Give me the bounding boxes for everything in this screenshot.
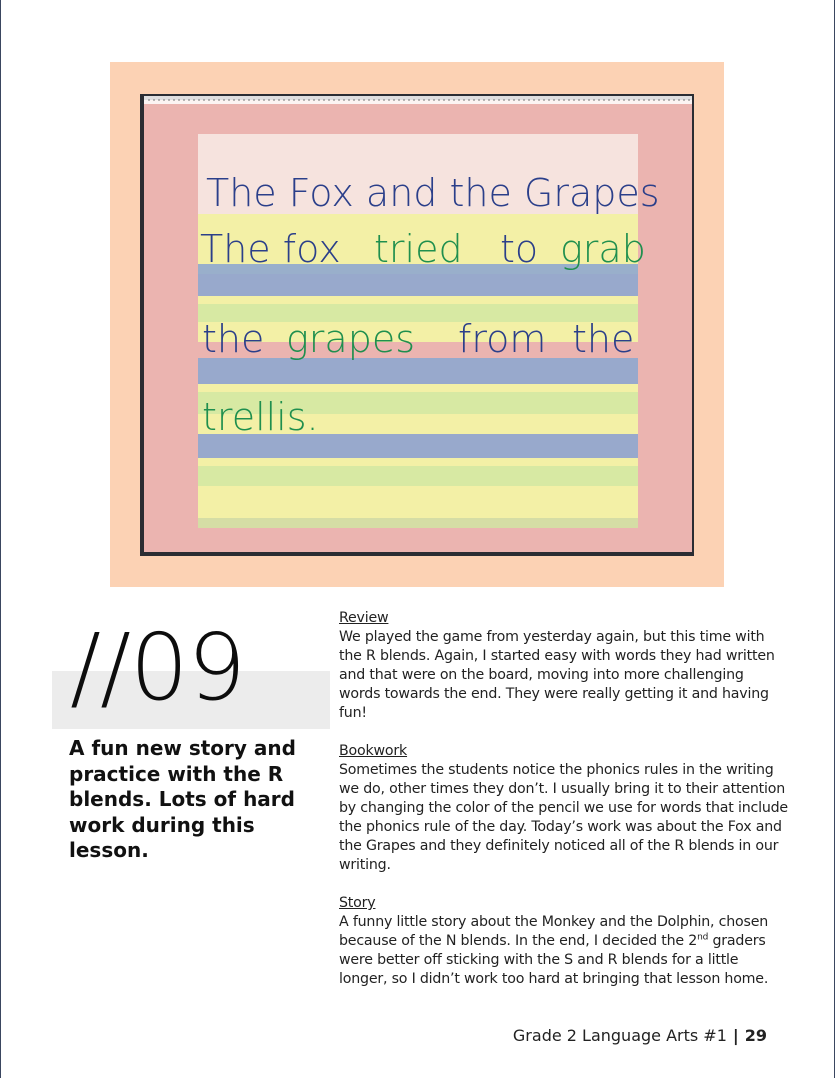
photo-line-2d: grab: [560, 227, 646, 271]
bookwork-section: [339, 742, 789, 875]
footer-separator: |: [732, 1026, 739, 1045]
bookwork-heading: Bookwork: [339, 743, 408, 759]
photo-line-title: The Fox and the Grapes: [206, 171, 660, 215]
photo-line-3d: the: [572, 317, 635, 361]
photo-frame: [110, 62, 724, 587]
photo-line-3a: the: [202, 317, 265, 361]
photo-line-2a: The fox: [200, 227, 341, 271]
page-number: 29: [744, 1026, 767, 1045]
review-body: We played the game from yesterday again, but this time with the R blends. Again, I started easy with words they had written and that were on the board, moving into more challenging words towards the end. They were really getting it and having fun!: [339, 629, 775, 721]
review-section: [339, 609, 789, 723]
story-body-before: A funny little story about the Monkey and the Dolphin, chosen because of the N blends. In the end, I decided the 2: [339, 914, 769, 949]
story-body-after: graders were better off sticking with the S and R blends for a little longer, so I didn’t work too hard at bringing that lesson home.: [339, 933, 769, 987]
story-section: [339, 894, 789, 989]
lesson-notes: [339, 609, 789, 1008]
review-heading: Review: [339, 610, 389, 626]
story-heading: Story: [339, 895, 376, 911]
photo-line-2c: to: [500, 227, 539, 271]
bookwork-body: Sometimes the students notice the phonics rules in the writing we do, other times they don’t. I usually bring it to their attention by changing the color of the pencil we use for words that include the phonics rule of the day. Today’s work was about the Fox and the Grapes and they definitely noticed all of the R blends in our writing.: [339, 762, 788, 873]
photo-line-3b: grapes: [286, 317, 416, 361]
page-footer: [513, 1026, 767, 1045]
photo-line-2b: tried: [374, 227, 463, 271]
lesson-tagline: A fun new story and practice with the R blends. Lots of hard work during this lesson.: [69, 736, 296, 862]
story-ordinal-suffix: nd: [697, 932, 709, 943]
photo-line-3c: from: [458, 317, 547, 361]
chart-paper-photo: [140, 94, 694, 556]
footer-title: Grade 2 Language Arts #1: [512, 1026, 727, 1045]
chart-paper-illustration: [140, 94, 694, 556]
lesson-number: //09: [70, 614, 246, 721]
photo-line-4: trellis.: [202, 395, 319, 439]
